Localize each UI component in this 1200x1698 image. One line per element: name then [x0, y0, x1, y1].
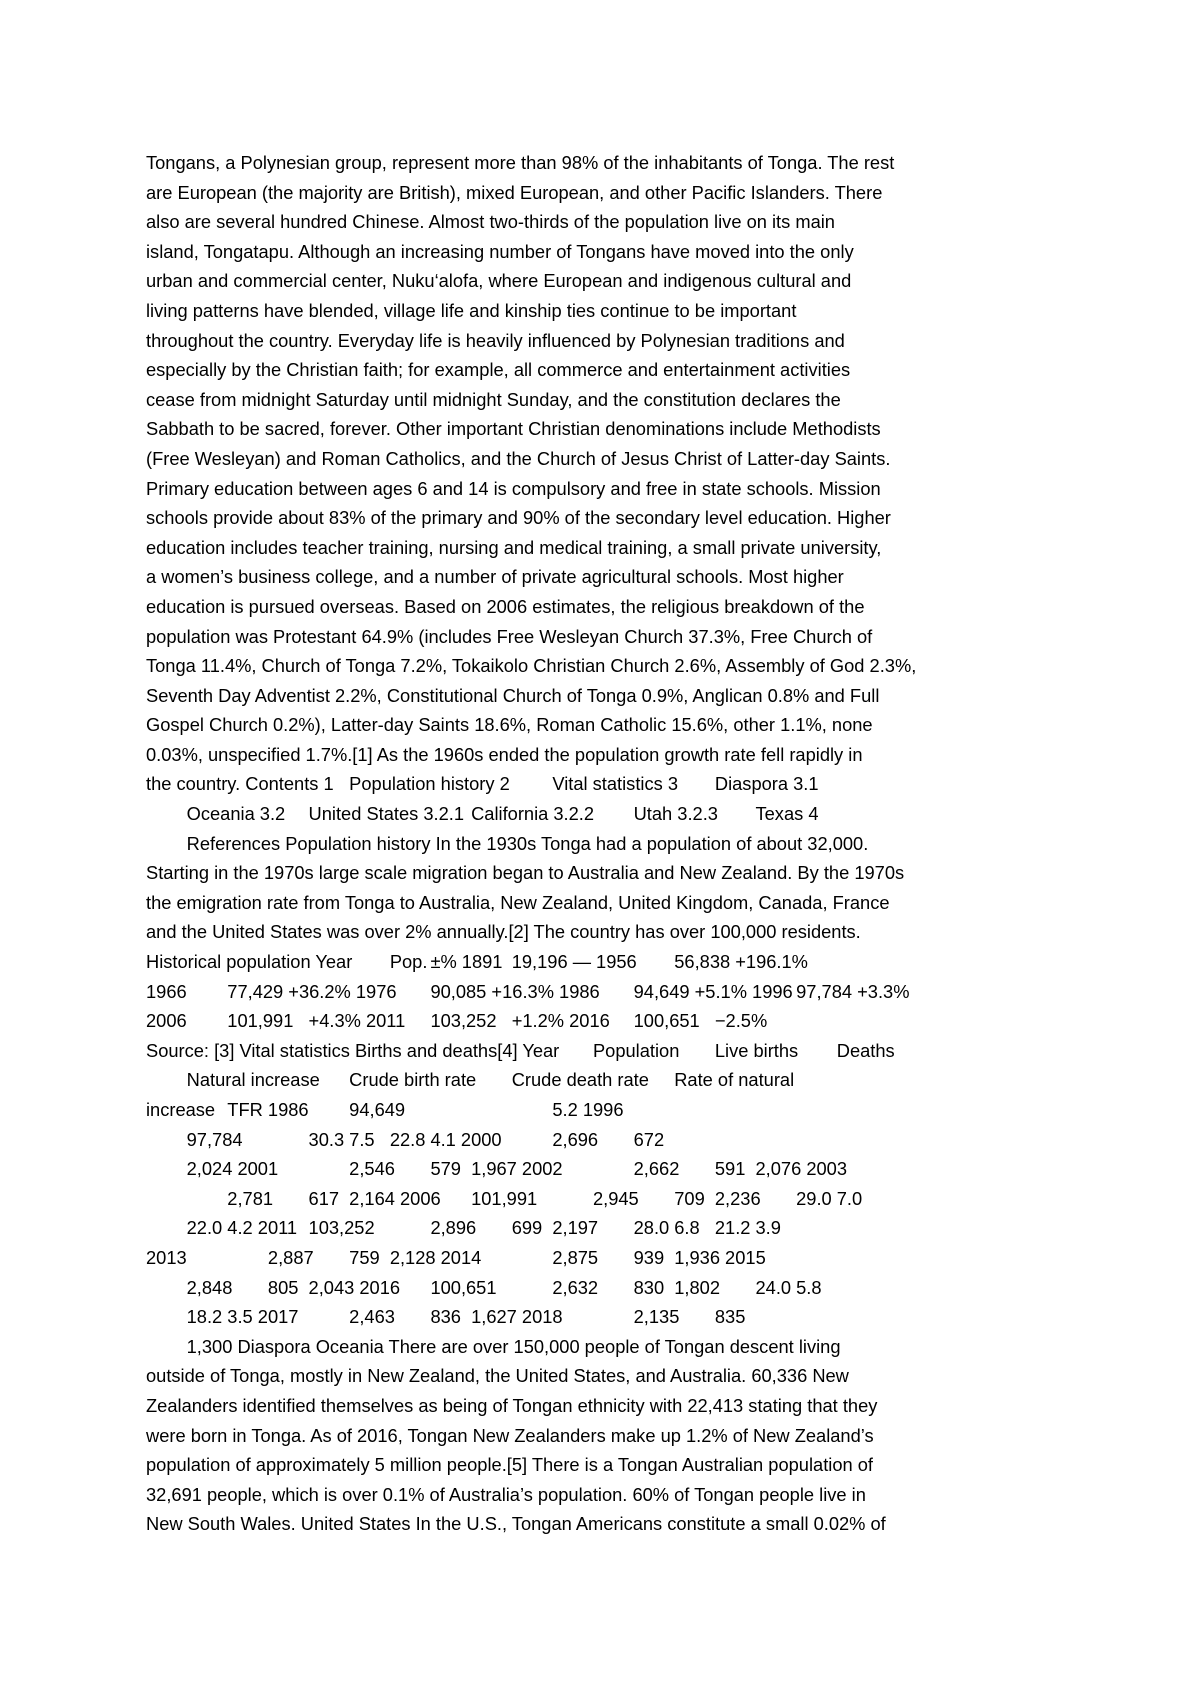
text-line: 97,784 30.3 7.5 22.8 4.1 2000 2,696 672	[146, 1128, 665, 1150]
text-line: cease from midnight Saturday until midnight Sunday, and the constitution declares the	[146, 388, 841, 410]
text-line: 2,848 805 2,043 2016 100,651 2,632 830 1,802 24.0 5.8	[146, 1276, 822, 1298]
text-line: education is pursued overseas. Based on 2006 estimates, the religious breakdown of the	[146, 595, 865, 617]
text-line: Tongans, a Polynesian group, represent more than 98% of the inhabitants of Tonga. The rest	[146, 152, 895, 173]
text-line: living patterns have blended, village life and kinship ties continue to be important	[146, 299, 797, 321]
text-line: Historical population Year Pop. ±% 1891 19,196 — 1956 56,838 +196.1%	[146, 951, 808, 973]
text-line: 2,024 2001 2,546 579 1,967 2002 2,662 591 2,076 2003	[146, 1158, 847, 1180]
text-line: Gospel Church 0.2%), Latter-day Saints 18.6%, Roman Catholic 15.6%, other 1.1%, none	[146, 714, 873, 736]
text-line: Natural increase Crude birth rate Crude death rate Rate of natural	[146, 1069, 795, 1091]
text-line: education includes teacher training, nursing and medical training, a small private university,	[146, 536, 882, 558]
text-line: throughout the country. Everyday life is heavily influenced by Polynesian traditions and	[146, 329, 845, 351]
text-line: 2,781 617 2,164 2006 101,991 2,945 709 2,236 29.0 7.0	[146, 1187, 863, 1209]
text-line: the country. Contents 1 Population history 2 Vital statistics 3 Diaspora 3.1	[146, 773, 819, 795]
text-line: population of approximately 5 million people.[5] There is a Tongan Australian population of	[146, 1454, 873, 1476]
text-line: 1966 77,429 +36.2% 1976 90,085 +16.3% 1986 94,649 +5.1% 1996 97,784 +3.3%	[146, 980, 910, 1002]
text-line: Oceania 3.2 United States 3.2.1 California 3.2.2 Utah 3.2.3 Texas 4	[146, 803, 819, 825]
text-line: urban and commercial center, Nuku‘alofa, where European and indigenous cultural and	[146, 270, 852, 292]
text-line: Seventh Day Adventist 2.2%, Constitutional Church of Tonga 0.9%, Anglican 0.8% and Full	[146, 684, 880, 706]
text-line: Primary education between ages 6 and 14 is compulsory and free in state schools. Mission	[146, 477, 881, 499]
text-line: also are several hundred Chinese. Almost two-thirds of the population live on its main	[146, 211, 835, 233]
text-line: 32,691 people, which is over 0.1% of Australia’s population. 60% of Tongan people live in	[146, 1483, 866, 1505]
text-line: (Free Wesleyan) and Roman Catholics, and the Church of Jesus Christ of Latter-day Saints.	[146, 447, 891, 469]
text-line: and the United States was over 2% annually.[2] The country has over 100,000 residents.	[146, 921, 861, 943]
body-text	[146, 148, 1066, 1539]
text-line: 0.03%, unspecified 1.7%.[1] As the 1960s ended the population growth rate fell rapidly in	[146, 743, 863, 765]
text-line: Tonga 11.4%, Church of Tonga 7.2%, Tokaikolo Christian Church 2.6%, Assembly of God 2.3%,	[146, 655, 917, 677]
text-line: 22.0 4.2 2011 103,252 2,896 699 2,197 28.0 6.8 21.2 3.9	[146, 1217, 781, 1239]
text-line: References Population history In the 1930s Tonga had a population of about 32,000.	[146, 832, 869, 854]
text-line: Starting in the 1970s large scale migration began to Australia and New Zealand. By the 1970s	[146, 862, 905, 884]
text-line: a women’s business college, and a number of private agricultural schools. Most higher	[146, 566, 844, 588]
text-line: the emigration rate from Tonga to Australia, New Zealand, United Kingdom, Canada, France	[146, 891, 890, 913]
text-line: island, Tongatapu. Although an increasing number of Tongans have moved into the only	[146, 240, 854, 262]
text-line: increase TFR 1986 94,649 5.2 1996	[146, 1099, 624, 1120]
text-line: 18.2 3.5 2017 2,463 836 1,627 2018 2,135 835	[146, 1306, 746, 1328]
text-line: New South Wales. United States In the U.S., Tongan Americans constitute a small 0.02% of	[146, 1513, 886, 1535]
text-line: Sabbath to be sacred, forever. Other important Christian denominations include Methodists	[146, 418, 881, 440]
text-line: Zealanders identified themselves as being of Tongan ethnicity with 22,413 stating that they	[146, 1394, 878, 1416]
text-line: schools provide about 83% of the primary and 90% of the secondary level education. Higher	[146, 507, 891, 529]
text-line: Source: [3] Vital statistics Births and deaths[4] Year Population Live births Deaths	[146, 1039, 895, 1061]
text-line: population was Protestant 64.9% (includes Free Wesleyan Church 37.3%, Free Church of	[146, 625, 873, 647]
text-line: outside of Tonga, mostly in New Zealand, the United States, and Australia. 60,336 New	[146, 1365, 849, 1387]
text-line: 2006 101,991 +4.3% 2011 103,252 +1.2% 2016 100,651 −2.5%	[146, 1010, 768, 1032]
text-line: 2013 2,887 759 2,128 2014 2,875 939 1,936 2015	[146, 1246, 766, 1268]
text-line: 1,300 Diaspora Oceania There are over 150,000 people of Tongan descent living	[146, 1335, 841, 1357]
text-line: especially by the Christian faith; for example, all commerce and entertainment activities	[146, 359, 851, 381]
text-line: were born in Tonga. As of 2016, Tongan New Zealanders make up 1.2% of New Zealand’s	[146, 1424, 874, 1446]
text-line: are European (the majority are British), mixed European, and other Pacific Islanders. There	[146, 181, 883, 203]
